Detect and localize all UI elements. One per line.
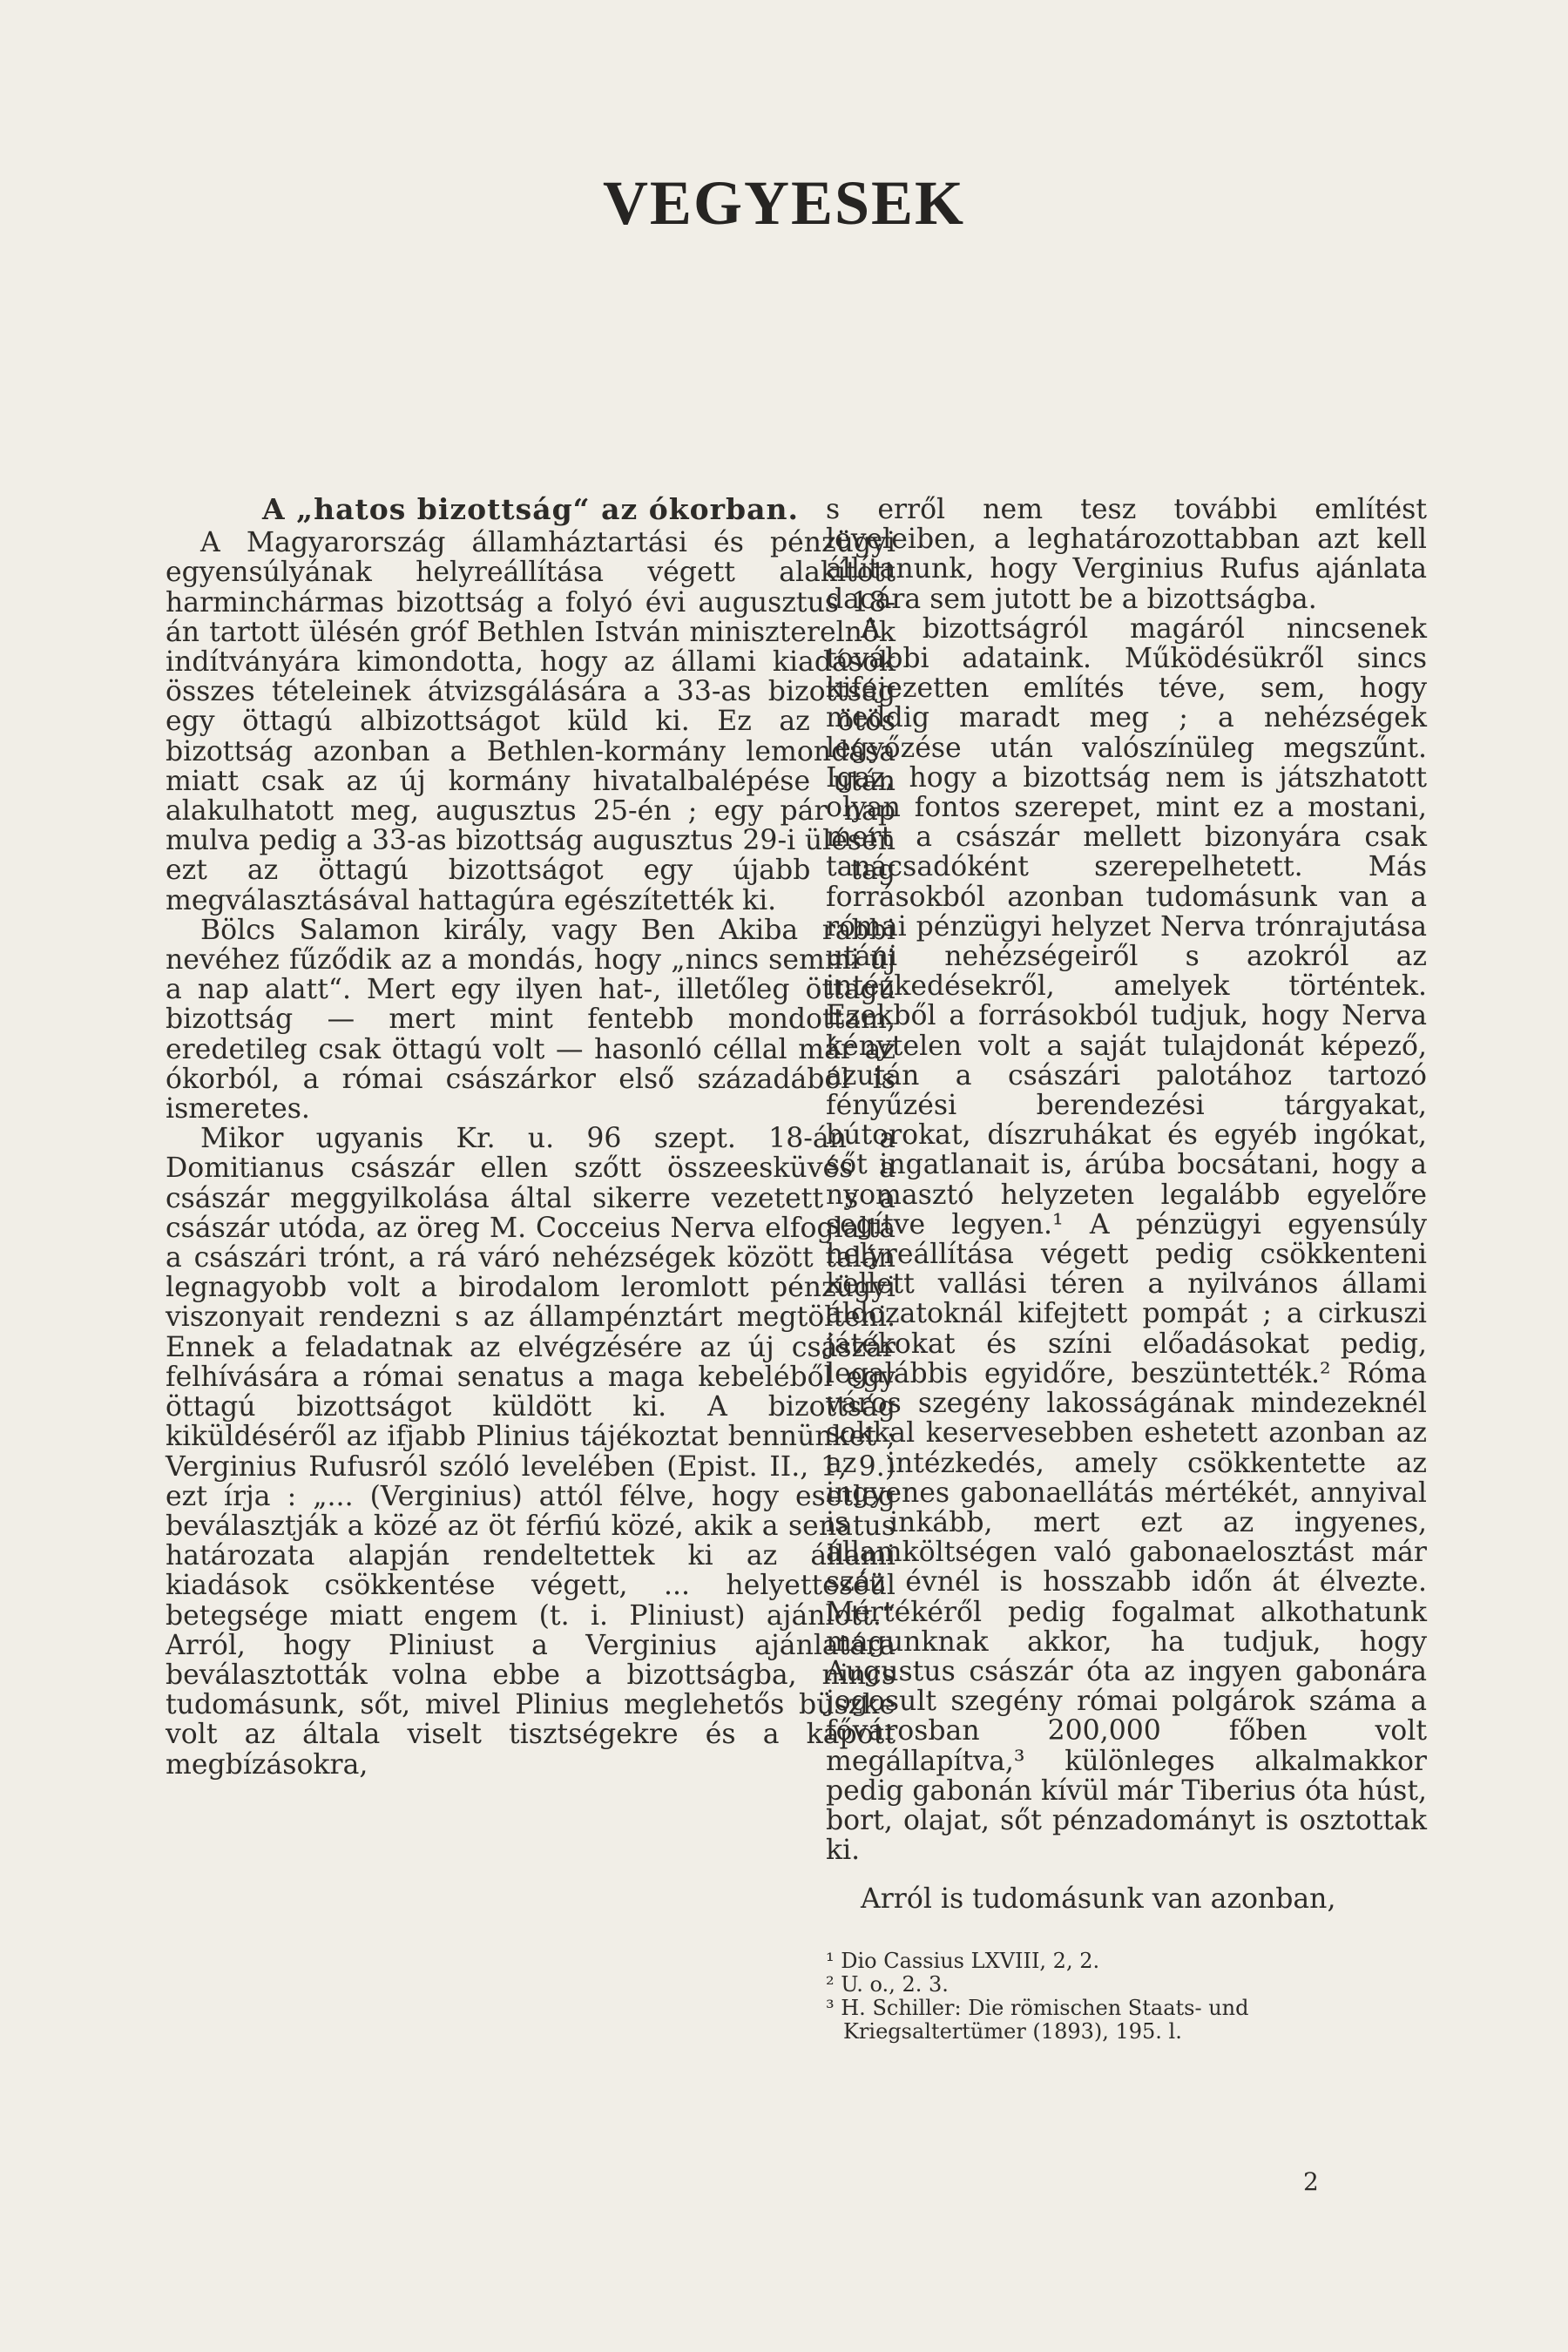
footnote-1: ¹ Dio Cassius LXVIII, 2, 2.	[826, 1948, 1100, 1973]
footnote-2: ² U. o., 2. 3.	[826, 1971, 949, 1997]
footnotes	[826, 1950, 1427, 2044]
footnote-3: ³ H. Schiller: Die römischen Staats- und Kriegsaltertümer (1893), 195. l.	[826, 1995, 1249, 2044]
paragraph-2: Bölcs Salamon király, vagy Ben Akiba rabbi nevéhez fűződik az a mondás, hogy „nincs semmi új a nap alatt“. Mert egy ilyen hat-, illetőleg öttagú bizottság — mert mint fentebb mondottam, eredetileg csak öttagú volt — hasonló céllal már az ókorból, a római császárkor első századából is ismeretes.	[166, 914, 896, 1125]
right-column	[826, 495, 1427, 2044]
paragraph-1: A Magyarország államháztartási és pénzügyi egyensúlyának helyreállítása végett alakított harminchármas bizottság a folyó évi augusztus 18-án tartott ülésén gróf Bethlen István miniszterelnök indítványára kimondotta, hogy az állami kiadások összes tételeinek átvizsgálására a 33-as bizottság egy öttagú albizottságot küld ki. Ez az ötös bizottság azonban a Bethlen-kormány lemondása miatt csak az új kormány hivatalbalépése után alakulhatott meg, augusztus 25-én ; egy pár nap mulva pedig a 33-as bizottság augusztus 29-i ülésén ezt az öttagú bizottságot egy újabb tag megválasztásával hattagúra egészítették ki.	[166, 527, 896, 916]
page-number: 2	[1303, 2167, 1319, 2196]
paragraph-3: Mikor ugyanis Kr. u. 96 szept. 18-án a Domitianus császár ellen szőtt összeesküvés a császár meggyilkolása által sikerre vezetett s a császár utóda, az öreg M. Cocceius Nerva elfoglalta a császári trónt, a rá váró nehézségek között talán legnagyobb volt a birodalom leromlott pénzügyi viszonyait rendezni s az állampénztárt megtölteni. Ennek a feladatnak az elvégzésére az új császár felhívására a római senatus a maga kebeléből egy öttagú bizottságot küldött ki. A bizottság kiküldéséről az ifjabb Plinius tájékoztat bennünket ; Verginius Rufusról szóló levelében (Epist. II., 1, 9.) ezt írja : „... (Verginius) attól félve, hogy esetleg beválasztják a közé az öt férfiú közé, akik a senatus határozata alapján rendeltettek ki az állami kiadások csökkentése végett, ... helyetteséül betegsége miatt engem (t. i. Pliniust) ajánlott.“ Arról, hogy Pliniust a Verginius ajánlatára beválasztották volna ebbe a bizottságba, nincs tudomásunk, sőt, mivel Plinius meglehetős büszke volt az általa viselt tisztségekre és a kapott megbízásokra,	[166, 1123, 896, 1781]
paragraph-4: s erről nem tesz további említést leveleiben, a leghatározottabban azt kell állítanunk, hogy Verginius Rufus ajánlata dacára sem jutott be a bizottságba.	[826, 494, 1427, 615]
paragraph-6: Arról is tudomásunk van azonban,	[861, 1883, 1336, 1916]
left-column	[166, 492, 896, 1781]
paragraph-5: A bizottságról magáról nincsenek további adataink. Működésükről sincs kifejezetten említés téve, sem, hogy meddig maradt meg ; a nehézségek legyőzése után valószínüleg megszűnt. Igaz, hogy a bizottság nem is játszhatott olyan fontos szerepet, mint ez a mostani, mert a császár mellett bizonyára csak tanácsadóként szerepelhetett. Más forrásokból azonban tudomásunk van a római pénzügyi helyzet Nerva trónrajutása utáni nehézségeiről s azokról az intézkedésekről, amelyek történtek. Ezekből a forrásokból tudjuk, hogy Nerva kénytelen volt a saját tulajdonát képező, azután a császári palotához tartozó fényűzési berendezési tárgyakat, bútorokat, díszruhákat és egyéb ingókat, sőt ingatlanait is, árúba bocsátani, hogy a nyomasztó helyzeten legalább egyelőre segítve legyen.¹ A pénzügyi egyensúly helyreállítása végett pedig csökkenteni kellett vallási téren a nyilvános állami áldozatoknál kifejtett pompát ; a cirkuszi játékokat és színi előadásokat pedig, legalábbis egyidőre, beszüntették.² Róma város szegény lakosságának mindezeknél sokkal keservesebben eshetett azonban az az intézkedés, amely csökkentette az ingyenes gabonaellátás mértékét, annyival is inkább, mert ezt az ingyenes, államköltségen való gabonaelosztást már száz évnél is hosszabb időn át élvezte. Mértékéről pedig fogalmat alkothatunk magunknak akkor, ha tudjuk, hogy Augustus császár óta az ingyen gabonára jogosult szegény római polgárok száma a fővárosban 200,000 főben volt megállapítva,³ különleges alkalmakkor pedig gabonán kívül már Tiberius óta húst, bort, olajat, sőt pénzadományt is osztottak ki.	[826, 612, 1427, 1867]
page-title: VEGYESEK	[602, 168, 966, 238]
article-title: A „hatos bizottság“ az ókorban.	[262, 492, 799, 526]
